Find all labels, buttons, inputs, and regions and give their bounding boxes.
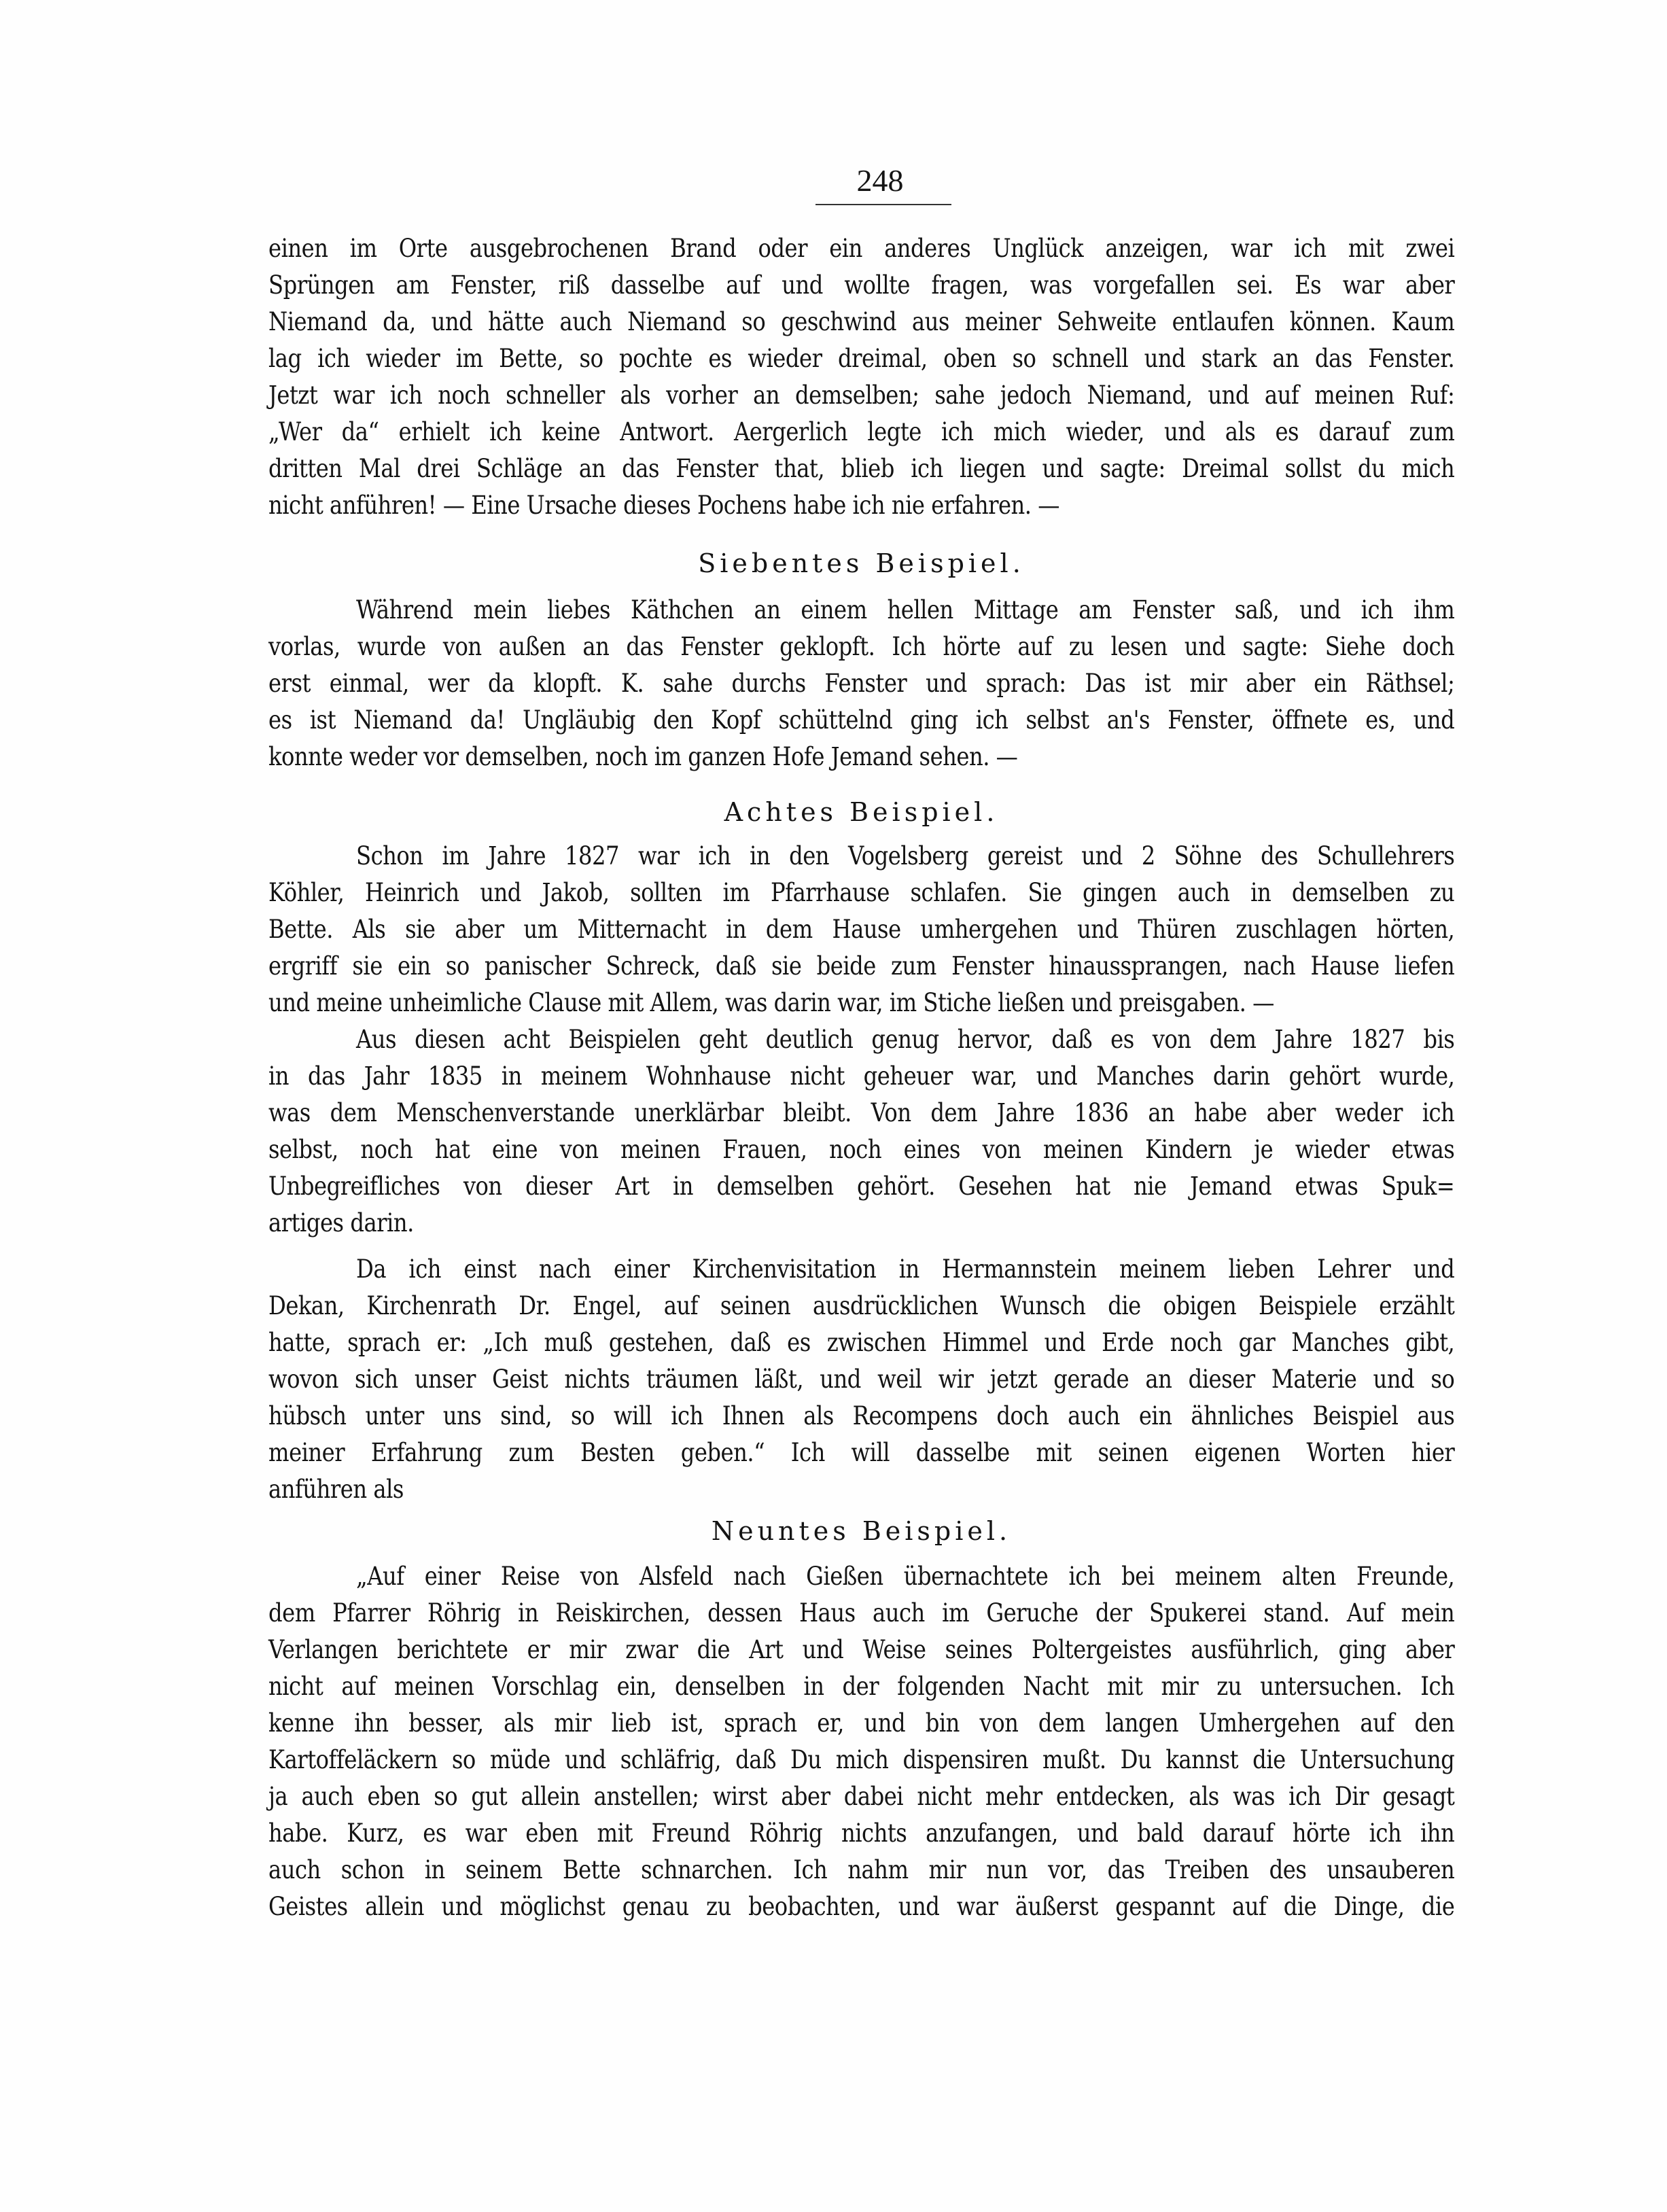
text-line: lag ich wieder im Bette, so pochte es wieder dreimal, oben so schnell und stark an das Fenster. xyxy=(268,343,1455,373)
text-line: Kartoffeläckern so müde und schläfrig, daß Du mich dispensiren mußt. Du kannst die Untersuchung xyxy=(268,1744,1455,1774)
text-line: „Auf einer Reise von Alsfeld nach Gießen übernachtete ich bei meinem alten Freunde, xyxy=(356,1561,1455,1591)
text-line: Niemand da, und hätte auch Niemand so geschwind aus meiner Sehweite entlaufen können. Kaum xyxy=(268,306,1455,336)
text-line: erst einmal, wer da klopft. K. sahe durchs Fenster und sprach: Das ist mir aber ein Räthsel; xyxy=(268,668,1455,698)
text-line: artiges darin. xyxy=(268,1208,414,1237)
text-line: in das Jahr 1835 in meinem Wohnhause nicht geheuer war, und Manches darin gehört wurde, xyxy=(268,1061,1455,1091)
section-heading-achtes: Achtes Beispiel. xyxy=(724,797,999,827)
page-number: 248 xyxy=(856,163,904,198)
text-line: selbst, noch hat eine von meinen Frauen, noch eines von meinen Kindern je wieder etwas xyxy=(268,1134,1455,1164)
section-heading-siebentes: Siebentes Beispiel. xyxy=(698,548,1025,578)
text-line: nicht anführen! — Eine Ursache dieses Pochens habe ich nie erfahren. — xyxy=(268,490,1060,520)
text-line: Jetzt war ich noch schneller als vorher an demselben; sahe jedoch Niemand, und auf meinen Ruf: xyxy=(268,380,1455,410)
text-line: Dekan, Kirchenrath Dr. Engel, auf seinen ausdrücklichen Wunsch die obigen Beispiele erzählt xyxy=(268,1291,1455,1320)
text-line: vorlas, wurde von außen an das Fenster geklopft. Ich hörte auf zu lesen und sagte: Siehe doch xyxy=(268,631,1455,661)
text-line: Bette. Als sie aber um Mitternacht in dem Hause umhergehen und Thüren zuschlagen hörten, xyxy=(268,914,1455,944)
text-line: und meine unheimliche Clause mit Allem, was darin war, im Stiche ließen und preisgaben. — xyxy=(268,987,1274,1017)
text-line: habe. Kurz, es war eben mit Freund Röhrig nichts anzufangen, und bald darauf hörte ich ihn xyxy=(268,1818,1455,1848)
text-line: „Wer da“ erhielt ich keine Antwort. Aergerlich legte ich mich wieder, und als es darauf zum xyxy=(268,417,1455,446)
continuation-paragraph xyxy=(268,230,1454,523)
text-line: einen im Orte ausgebrochenen Brand oder ein anderes Unglück anzeigen, war ich mit zwei xyxy=(268,233,1455,263)
text-line: Verlangen berichtete er mir zwar die Art und Weise seines Poltergeistes ausführlich, ging aber xyxy=(268,1634,1455,1664)
neuntes-paragraph xyxy=(268,1558,1454,1925)
text-line: dritten Mal drei Schläge an das Fenster that, blieb ich liegen und sagte: Dreimal sollst du mich xyxy=(268,453,1455,483)
text-line: nicht auf meinen Vorschlag ein, denselben in der folgenden Nacht mit mir zu untersuchen. Ich xyxy=(268,1671,1455,1701)
text-line: Während mein liebes Käthchen an einem hellen Mittage am Fenster saß, und ich ihm xyxy=(356,595,1455,625)
page-number-rule xyxy=(815,204,951,205)
text-line: Sprüngen am Fenster, riß dasselbe auf und wollte fragen, was vorgefallen sei. Es war aber xyxy=(268,270,1455,300)
text-line: konnte weder vor demselben, noch im ganzen Hofe Jemand sehen. — xyxy=(268,741,1018,771)
siebentes-paragraph xyxy=(268,591,1454,775)
achtes-paragraph xyxy=(268,837,1454,1021)
text-line: Köhler, Heinrich und Jakob, sollten im Pfarrhause schlafen. Sie gingen auch in demselben zu xyxy=(268,877,1455,907)
text-line: wovon sich unser Geist nichts träumen läßt, und weil wir jetzt gerade an dieser Materie und so xyxy=(268,1364,1455,1394)
text-line: dem Pfarrer Röhrig in Reiskirchen, dessen Haus auch im Geruche der Spukerei stand. Auf mein xyxy=(268,1598,1455,1628)
text-line: Unbegreifliches von dieser Art in demselben gehört. Gesehen hat nie Jemand etwas Spuk= xyxy=(268,1171,1455,1201)
text-line: ergriff sie ein so panischer Schreck, daß sie beide zum Fenster hinaussprangen, nach Hause liefen xyxy=(268,951,1455,981)
engel-paragraph xyxy=(268,1250,1454,1507)
text-line: es ist Niemand da! Ungläubig den Kopf schüttelnd ging ich selbst an's Fenster, öffnete es, und xyxy=(268,705,1455,735)
summary-paragraph xyxy=(268,1021,1454,1241)
text-line: kenne ihn besser, als mir lieb ist, sprach er, und bin von dem langen Umhergehen auf den xyxy=(268,1708,1455,1738)
text-line: meiner Erfahrung zum Besten geben.“ Ich will dasselbe mit seinen eigenen Worten hier xyxy=(268,1437,1455,1467)
text-line: hatte, sprach er: „Ich muß gestehen, daß es zwischen Himmel und Erde noch gar Manches gibt, xyxy=(268,1327,1455,1357)
text-line: hübsch unter uns sind, so will ich Ihnen als Recompens doch auch ein ähnliches Beispiel aus xyxy=(268,1401,1455,1430)
text-line: ja auch eben so gut allein anstellen; wirst aber dabei nicht mehr entdecken, als was ich Dir gesagt xyxy=(268,1781,1455,1811)
text-line: Aus diesen acht Beispielen geht deutlich genug hervor, daß es von dem Jahre 1827 bis xyxy=(356,1024,1455,1054)
text-line: anführen als xyxy=(268,1474,404,1504)
text-line: was dem Menschenverstande unerklärbar bleibt. Von dem Jahre 1836 an habe aber weder ich xyxy=(268,1098,1455,1127)
text-line: Da ich einst nach einer Kirchenvisitation in Hermannstein meinem lieben Lehrer und xyxy=(356,1254,1455,1284)
text-line: Schon im Jahre 1827 war ich in den Vogelsberg gereist und 2 Söhne des Schullehrers xyxy=(356,841,1455,871)
section-heading-neuntes: Neuntes Beispiel. xyxy=(711,1516,1012,1546)
text-line: Geistes allein und möglichst genau zu beobachten, und war äußerst gespannt auf die Dinge, die xyxy=(268,1891,1455,1921)
text-line: auch schon in seinem Bette schnarchen. Ich nahm mir nun vor, das Treiben des unsauberen xyxy=(268,1855,1455,1884)
